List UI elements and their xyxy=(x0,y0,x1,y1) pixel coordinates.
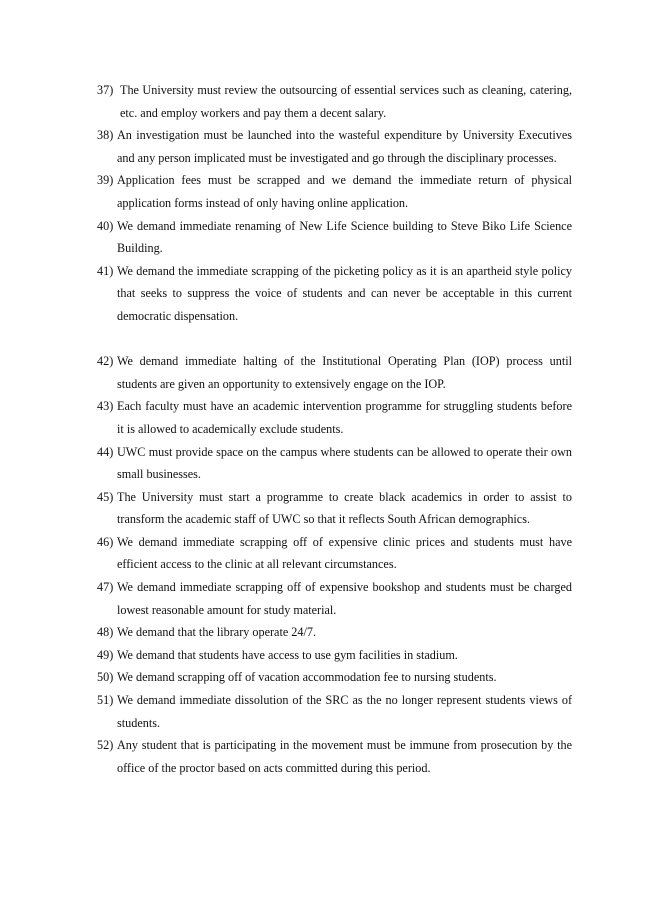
list-item-48 xyxy=(97,621,572,644)
item-text: We demand the immediate scrapping of the picketing policy as it is an apartheid style policy that seeks to suppress the voice of students and can never be acceptable in this current democratic dispensation. xyxy=(117,263,572,323)
item-number: 41) xyxy=(97,263,114,278)
item-number: 46) xyxy=(97,534,114,549)
item-text: An investigation must be launched into the wasteful expenditure by University Executives and any person implicated must be investigated and go through the disciplinary processes. xyxy=(117,128,572,165)
item-number: 47) xyxy=(97,580,114,595)
item-number: 38) xyxy=(97,128,114,143)
item-text: UWC must provide space on the campus where students can be allowed to operate their own small businesses. xyxy=(117,444,572,482)
paragraph-gap xyxy=(97,328,572,351)
item-number: 40) xyxy=(97,218,114,233)
list-item-47 xyxy=(97,576,572,621)
item-text: We demand immediate scrapping off of expensive bookshop and students must be charged lowest reasonable amount for study material. xyxy=(117,580,572,617)
list-item-44 xyxy=(97,441,572,486)
item-number: 48) xyxy=(97,625,114,640)
demands-list xyxy=(97,79,572,779)
item-text: We demand immediate renaming of New Life Science building to Steve Biko Life Science Building. xyxy=(117,218,572,256)
item-number: 50) xyxy=(97,670,114,685)
item-text: Application fees must be scrapped and we demand the immediate return of physical application forms instead of only having online application. xyxy=(117,173,572,210)
item-number: 51) xyxy=(97,693,114,708)
item-number: 42) xyxy=(97,354,114,369)
item-number: 39) xyxy=(97,173,114,188)
item-text: We demand that students have access to use gym facilities in stadium. xyxy=(117,647,458,662)
item-text: The University must review the outsourcing of essential services such as cleaning, catering, etc. and employ workers and pay them a decent salary. xyxy=(120,83,572,120)
item-text: We demand immediate halting of the Institutional Operating Plan (IOP) process until students are given an opportunity to extensively engage on the IOP. xyxy=(117,354,572,391)
list-item-41 xyxy=(97,260,572,328)
item-text: We demand that the library operate 24/7. xyxy=(117,625,317,640)
list-item-51 xyxy=(97,689,572,734)
item-number: 45) xyxy=(97,489,114,504)
item-number: 44) xyxy=(97,444,114,459)
item-number: 37) xyxy=(97,83,114,97)
list-item-40 xyxy=(97,215,572,260)
list-item-45 xyxy=(97,486,572,531)
item-text: Any student that is participating in the movement must be immune from prosecution by the office of the proctor based on acts committed during this period. xyxy=(117,738,572,775)
list-item-46 xyxy=(97,531,572,576)
list-item-43 xyxy=(97,395,572,440)
item-number: 52) xyxy=(97,738,114,753)
item-text: Each faculty must have an academic intervention programme for struggling students before it is allowed to academically exclude students. xyxy=(117,399,572,436)
list-item-39 xyxy=(97,169,572,214)
list-item-38 xyxy=(97,124,572,169)
item-text: The University must start a programme to create black academics in order to assist to transform the academic staff of UWC so that it reflects South African demographics. xyxy=(117,489,572,527)
item-number: 49) xyxy=(97,647,114,662)
list-item-50 xyxy=(97,666,572,689)
item-text: We demand scrapping off of vacation accommodation fee to nursing students. xyxy=(117,670,497,685)
item-text: We demand immediate dissolution of the SRC as the no longer represent students views of students. xyxy=(117,693,572,730)
list-item-37 xyxy=(97,79,572,124)
list-item-42 xyxy=(97,350,572,395)
list-item-49 xyxy=(97,644,572,667)
item-text: We demand immediate scrapping off of expensive clinic prices and students must have efficient access to the clinic at all relevant circumstances. xyxy=(117,534,572,572)
item-number: 43) xyxy=(97,399,114,414)
list-item-52 xyxy=(97,734,572,779)
